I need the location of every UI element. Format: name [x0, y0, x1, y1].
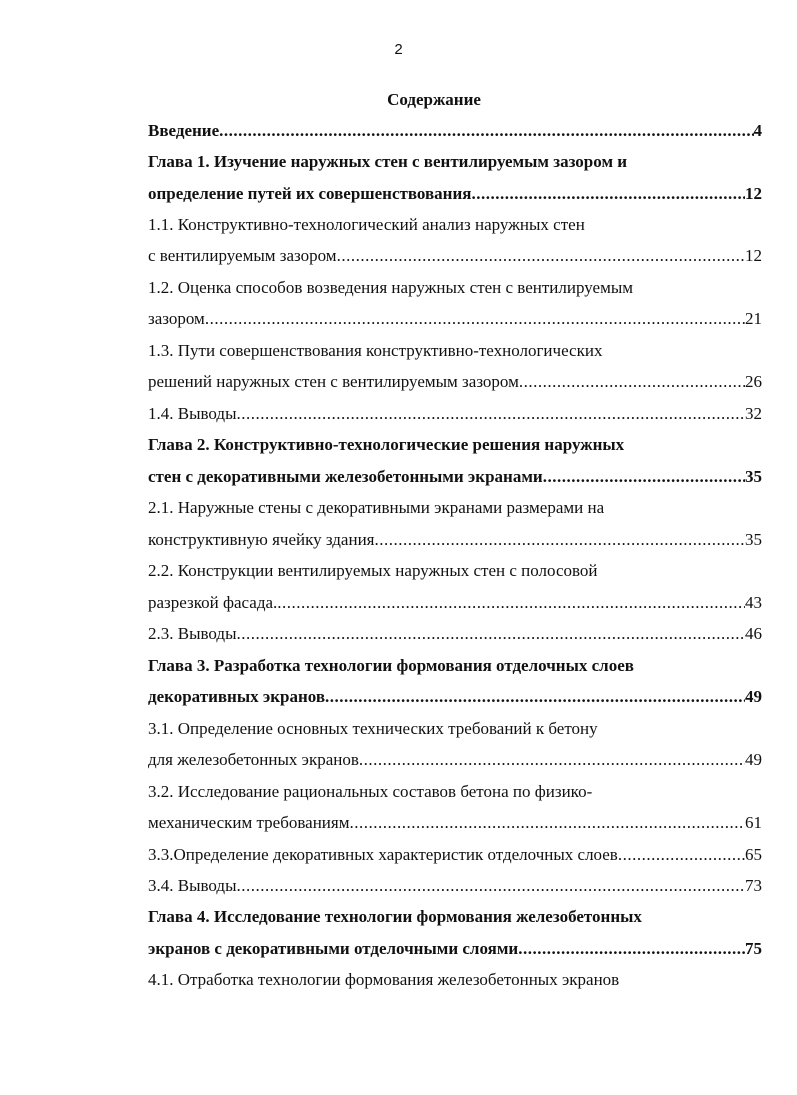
dot-leader: [519, 370, 745, 394]
toc-page: 49: [745, 750, 762, 769]
toc-entry: [148, 370, 762, 394]
toc-text: Введение: [148, 121, 220, 140]
toc-entry: [148, 937, 762, 961]
dot-leader: [543, 465, 745, 489]
dot-leader: [337, 244, 745, 268]
toc-text: 3.2. Исследование рациональных составов бетона по физико-: [148, 782, 593, 801]
dot-leader: [205, 307, 745, 331]
dot-leader: [277, 591, 745, 615]
toc-text: для железобетонных экранов: [148, 750, 359, 769]
toc-entry: [148, 591, 762, 615]
dot-leader: [237, 622, 745, 646]
dot-leader: [518, 937, 745, 961]
toc-entry: [148, 402, 762, 426]
toc-entry: [148, 465, 762, 489]
dot-leader: [375, 528, 746, 552]
toc-text: решений наружных стен с вентилируемым зазором: [148, 372, 519, 391]
dot-leader: [237, 402, 745, 426]
dot-leader: [237, 874, 745, 898]
dot-leader: [349, 811, 745, 835]
toc-text: разрезкой фасада.: [148, 593, 278, 612]
toc-page: 75: [745, 939, 762, 958]
toc-page: 35: [745, 467, 762, 486]
toc-page: 49: [745, 687, 762, 706]
toc-text: с вентилируемым зазором: [148, 246, 337, 265]
toc-page: 73: [745, 876, 762, 895]
dot-leader: [325, 685, 745, 709]
toc-entry: [148, 182, 762, 206]
toc-text: зазором: [148, 309, 205, 328]
toc-entry: [148, 748, 762, 772]
toc-text: Глава 4. Исследование технологии формования железобетонных: [148, 907, 642, 926]
dot-leader: [471, 182, 745, 206]
toc-text: Глава 2. Конструктивно-технологические решения наружных: [148, 435, 625, 454]
page-title: Содержание: [387, 90, 481, 109]
toc-text: 3.4. Выводы: [148, 876, 237, 895]
toc-text: 2.3. Выводы: [148, 624, 237, 643]
toc-text: 1.1. Конструктивно-технологический анализ наружных стен: [148, 215, 585, 234]
toc-page: 12: [745, 184, 762, 203]
toc-entry: [148, 244, 762, 268]
toc-text: 2.2. Конструкции вентилируемых наружных стен с полосовой: [148, 561, 598, 580]
toc-page: 26: [745, 372, 762, 391]
toc-text: 4.1. Отработка технологии формования железобетонных экранов: [148, 970, 620, 989]
toc-entry: [148, 874, 762, 898]
toc-page: 61: [745, 813, 762, 832]
toc-page: 43: [745, 593, 762, 612]
toc-entry: [148, 119, 762, 143]
toc-page: 46: [745, 624, 762, 643]
toc-page: 4: [753, 121, 762, 140]
toc-text: экранов с декоративными отделочными слоями: [148, 939, 519, 958]
dot-leader: [618, 843, 745, 867]
toc-entry: [148, 528, 762, 552]
toc-entry: [148, 685, 762, 709]
toc-text: 3.1. Определение основных технических требований к бетону: [148, 719, 598, 738]
toc-text: Глава 1. Изучение наружных стен с вентилируемым зазором и: [148, 152, 628, 171]
toc-entry: [148, 622, 762, 646]
dot-leader: [359, 748, 745, 772]
toc-text: 1.4. Выводы: [148, 404, 237, 423]
toc-page: 35: [745, 530, 762, 549]
toc-text: 2.1. Наружные стены с декоративными экранами размерами на: [148, 498, 605, 517]
toc-entry: [148, 811, 762, 835]
toc-text: 1.2. Оценка способов возведения наружных стен с вентилируемым: [148, 278, 634, 297]
toc-page: 12: [745, 246, 762, 265]
page-number: 2: [394, 41, 403, 58]
dot-leader: [219, 119, 753, 143]
toc-page: 32: [745, 404, 762, 423]
toc-entry: [148, 307, 762, 331]
toc-text: стен с декоративными железобетонными экранами: [148, 467, 543, 486]
toc-text: Глава 3. Разработка технологии формования отделочных слоев: [148, 656, 634, 675]
toc-text: определение путей их совершенствования: [148, 184, 472, 203]
toc-text: 3.3.Определение декоративных характеристик отделочных слоев: [148, 845, 618, 864]
toc-text: конструктивную ячейку здания: [148, 530, 375, 549]
toc-page: 65: [745, 845, 762, 864]
toc-text: 1.3. Пути совершенствования конструктивно-технологических: [148, 341, 603, 360]
toc-entry: [148, 843, 762, 867]
toc-text: механическим требованиям: [148, 813, 350, 832]
toc-page: 21: [745, 309, 762, 328]
toc-text: декоративных экранов: [148, 687, 326, 706]
